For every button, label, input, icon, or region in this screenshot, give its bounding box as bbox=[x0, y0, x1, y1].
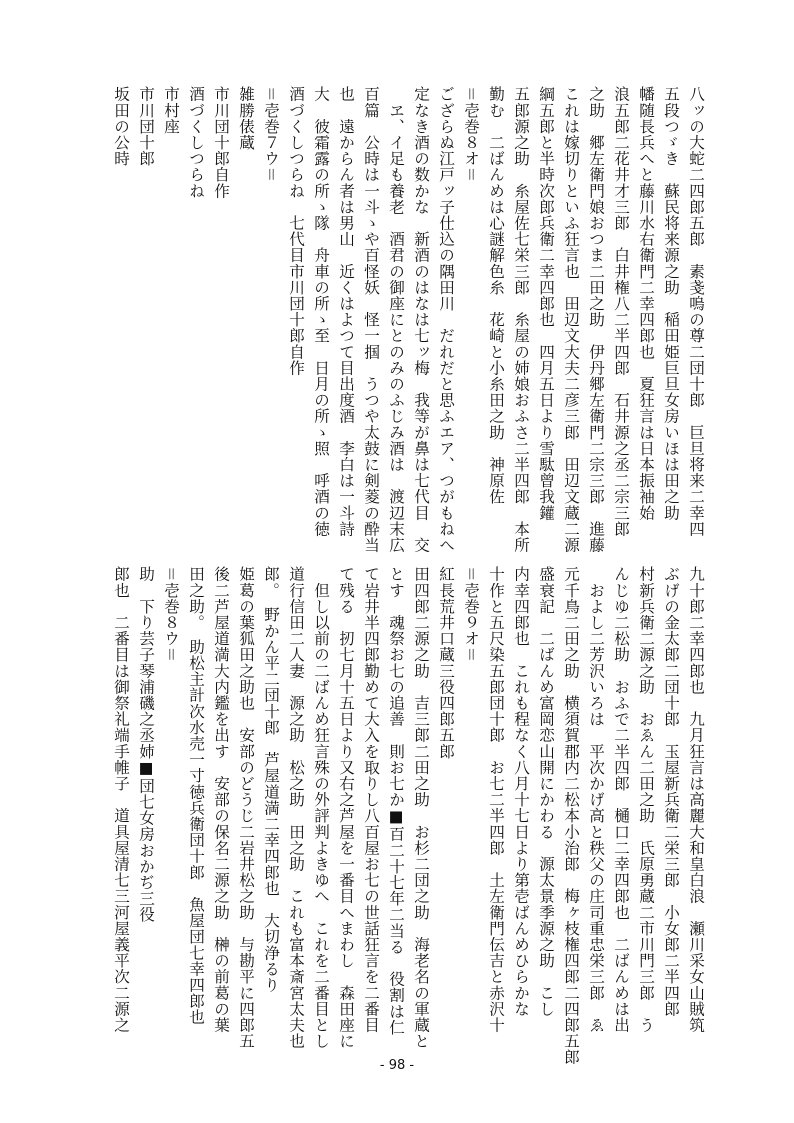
bottom-col-13: 田四郎二源之助 吉三郎二田之助 お杉二団之助 海老名の軍蔵と bbox=[412, 566, 430, 1049]
top-col-2: 市川団十郎 bbox=[137, 86, 155, 167]
top-col-9: 大 彼霜露の所ゝ隊 舟車の所ゝ至 日月の所ゝ照 呼酒の徳 bbox=[312, 86, 330, 537]
bottom-col-9: 但し以前の二ばんめ狂言殊の外評判よきゆへ これを二番目とし bbox=[312, 566, 330, 1049]
top-col-6: 雑勝俵蔵 bbox=[237, 86, 255, 151]
top-col-7: ＝壱巻７ウ＝ bbox=[262, 86, 280, 183]
bottom-col-23: ぶげの金太郎二団十郎 玉屋新兵衛二栄三郎 小女郎二半四郎 bbox=[662, 566, 680, 1017]
top-col-19: これは嫁切りといふ狂言也 田辺文大夫二彦三郎 田辺文蔵二源 bbox=[562, 86, 580, 553]
bottom-col-24: 九十郎二幸四郎也 九月狂言は高麗大和皇白浪 瀬川采女山賊筑 bbox=[687, 566, 705, 1033]
top-col-13: 定なき酒の数かな 新酒のはなは七ッ梅 我等が鼻は七代目 交 bbox=[412, 86, 430, 553]
bottom-col-2: 助 下り芸子琴浦磯之丞姉■団七女房おかぢ三役 bbox=[137, 566, 155, 923]
top-col-18: 綱五郎と半時次郎兵衛二幸四郎也 四月五日より雪駄曾我鑵 bbox=[537, 86, 555, 521]
top-col-16: 勤む 二ばんめは心謎解色糸 花崎と小糸田之助 神原佐 bbox=[487, 86, 505, 505]
bottom-col-21: んじゆ二松助 おふで二半四郎 樋口二幸四郎也 二ばんめは出 bbox=[612, 566, 630, 1033]
bottom-col-17: 内幸四郎也 これも程なく八月十七日より第壱ばんめひらかな bbox=[512, 566, 530, 1017]
bottom-col-8: 道行信田二人妻 源之助 松之助 田之助 これも富本斎宮太夫也 bbox=[287, 566, 305, 1049]
bottom-col-7: 郎。 野かん平二団十郎 芦屋道満二幸四郎也 大切浄るり bbox=[262, 566, 280, 993]
bottom-col-22: 村新兵衛二源之助 おゑん二田之助 氏原勇蔵二市川門三郎 う bbox=[637, 566, 655, 1033]
top-col-23: 五段つゞき 蘇民将来源之助 稲田姫巨旦女房いほは田之助 bbox=[662, 86, 680, 521]
top-col-17: 五郎源之助 糸屋佐七栄三郎 糸屋の姉娘おふさ二半四郎 本所 bbox=[512, 86, 530, 553]
top-col-3: 市村座 bbox=[162, 86, 180, 135]
top-col-1: 坂田の公時 bbox=[112, 86, 130, 167]
top-col-14: ござらぬ江戸ッ子仕込の隅田川 だれだと思ふエア、つがもねへ bbox=[437, 86, 455, 553]
bottom-col-18: 盛衰記 二ばんめ富岡恋山開にかわる 源太景季源之助 こし bbox=[537, 566, 555, 1017]
bottom-col-10: て残る 扨七月十五日より又右之芦屋を一番目へまわし 森田座に bbox=[337, 566, 355, 1049]
bottom-col-11: て岩井半四郎勤めて大入を取りし八百屋お七の世話狂言を二番目 bbox=[362, 566, 380, 1033]
top-col-11: 百篇 公時は一斗ゝや百怪妖 怪一掴 うつや太鼓に剣菱の酔当 bbox=[362, 86, 380, 553]
bottom-col-3: ＝壱巻８ウ＝ bbox=[162, 566, 180, 663]
bottom-col-19: 元千鳥二田之助 横須賀郡内二松本小治郎 梅ヶ枝権四郎二四郎五郎 bbox=[562, 566, 580, 1066]
top-col-20: 之助 郷左衛門娘おつま二田之助 伊丹郷左衛門二宗三郎 進藤 bbox=[587, 86, 605, 553]
top-col-5: 市川団十郎自作 bbox=[212, 86, 230, 199]
top-col-12: ヱ、イ足も養老 酒君の御座にとのみのふじみ酒は 渡辺末広 bbox=[387, 86, 405, 553]
top-col-22: 幡随長兵へと藤川水右衛門二幸四郎也 夏狂言は日本振袖始 bbox=[637, 86, 655, 521]
page-number: - 98 - bbox=[379, 1058, 415, 1073]
top-col-10: 也 遠からん者は男山 近くはよつて目出度酒 李白は一斗詩 bbox=[337, 86, 355, 537]
bottom-col-1: 郎也 二番目は御祭礼端手帷子 道具屋清七三河屋義平次二源之 bbox=[112, 566, 130, 1033]
bottom-col-16: 十作と五尺染五郎団十郎 お七二半四郎 土左衛門伝吉と赤沢十 bbox=[487, 566, 505, 1033]
top-col-24: 八ッの大蛇二四郎五郎 素戔嗚の尊二団十郎 巨旦将来二幸四 bbox=[687, 86, 705, 537]
bottom-col-15: ＝壱巻９オ＝ bbox=[462, 566, 480, 663]
bottom-col-6: 姫葛の葉狐田之助也 安部のどうじ二岩井松之助 与勘平に四郎五 bbox=[237, 566, 255, 1049]
bottom-col-20: およし二芳沢いろは 平次かげ高と秩父の庄司重忠栄三郎 ゑ bbox=[587, 566, 605, 1033]
bottom-col-12: とす 魂祭お七の追善 則お七か■百二十七年二当る 役割は仁 bbox=[387, 566, 405, 1036]
bottom-col-14: 紅長荒井口蔵三役四郎五郎 bbox=[437, 566, 455, 760]
top-col-15: ＝壱巻８オ＝ bbox=[462, 86, 480, 183]
bottom-col-5: 後二芦屋道満大内鑑を出す 安部の保名二源之助 榊の前葛の葉 bbox=[212, 566, 230, 1033]
top-col-21: 浪五郎二花井才三郎 白井権八二半四郎 石井源之丞二宗三郎 bbox=[612, 86, 630, 537]
top-col-4: 酒づくしつらね bbox=[187, 86, 205, 199]
bottom-col-4: 田之助。 助松主計次水売一寸徳兵衛団十郎 魚屋団七幸四郎也 bbox=[187, 566, 205, 1026]
top-col-8: 酒づくしつらね 七代目市川団十郎自作 bbox=[287, 86, 305, 376]
